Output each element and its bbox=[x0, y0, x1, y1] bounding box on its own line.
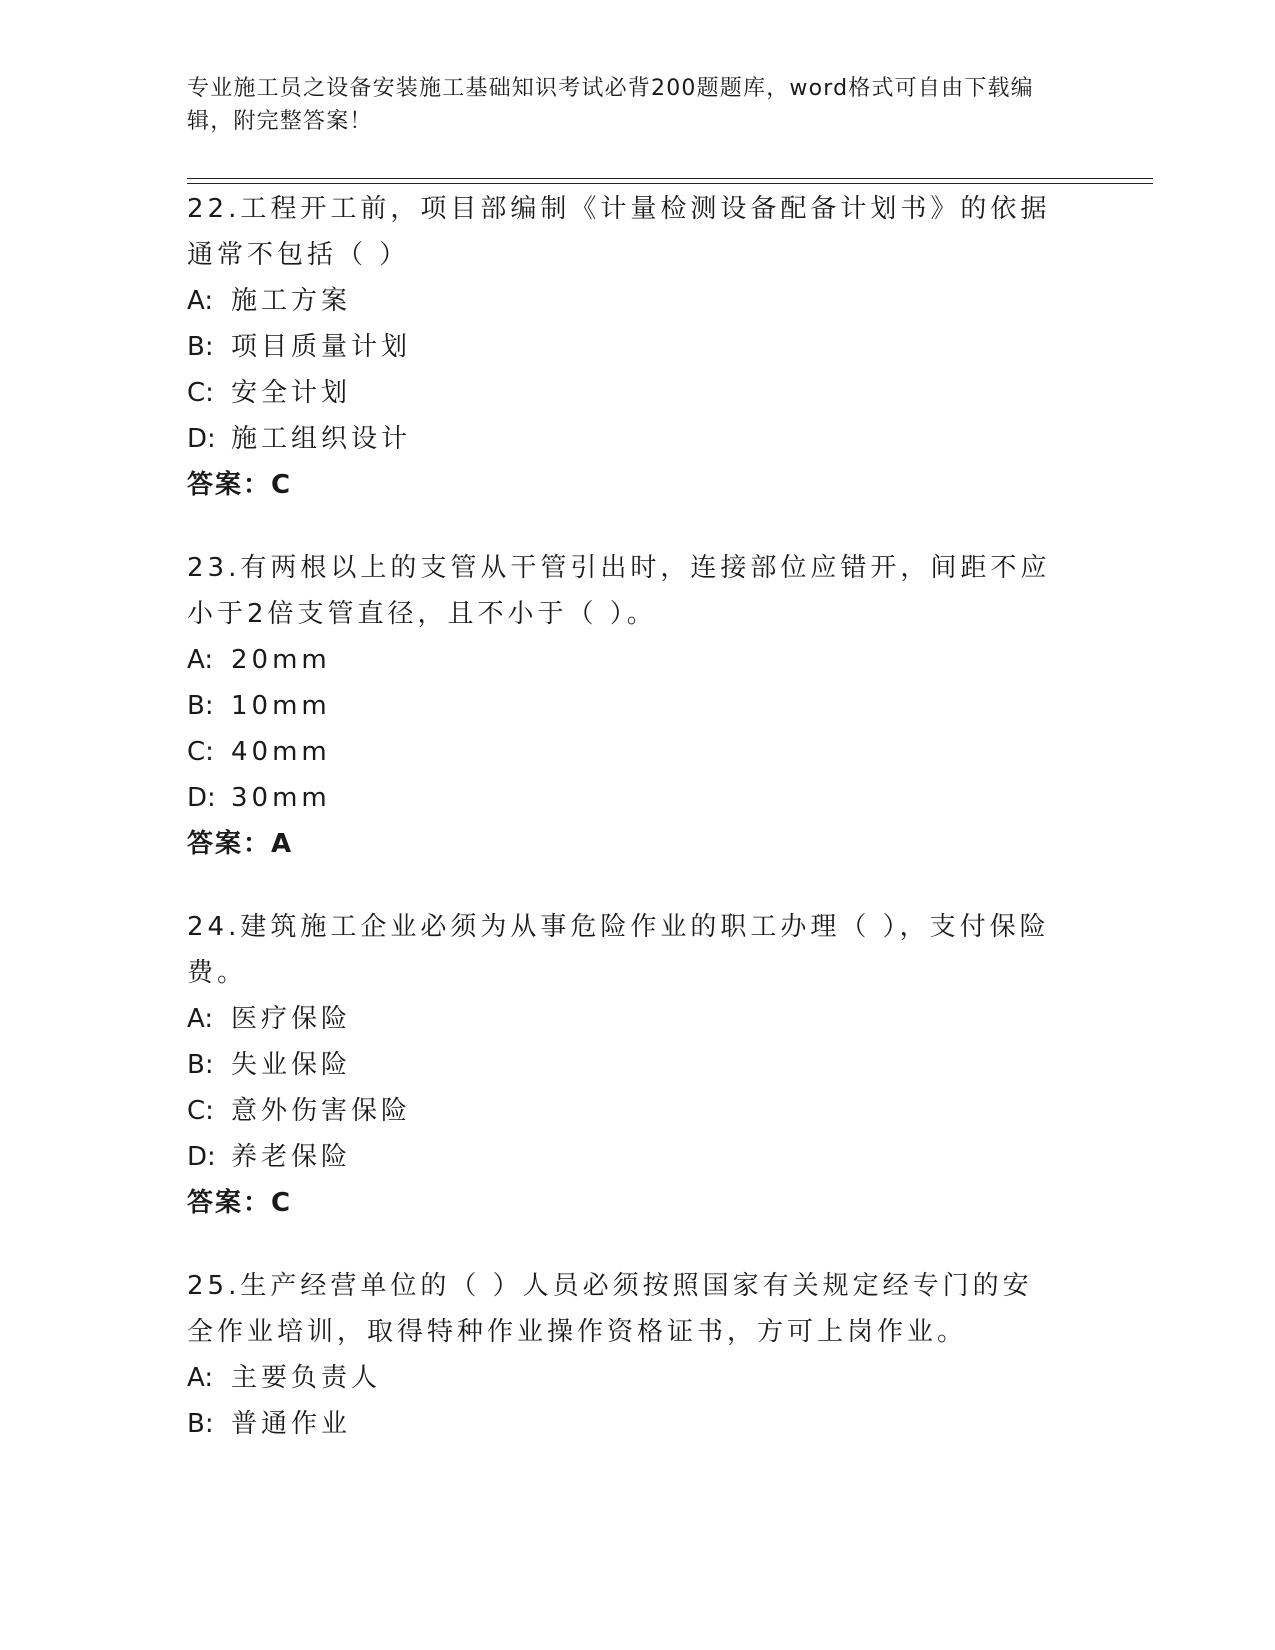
option-c bbox=[187, 1088, 1087, 1134]
option-text: 10mm bbox=[231, 691, 331, 721]
option-key: B: bbox=[187, 691, 214, 721]
question-text: 24.建筑施工企业必须为从事危险作业的职工办理（ ），支付保险费。 bbox=[187, 912, 1050, 988]
option-text: 30mm bbox=[231, 783, 331, 813]
option-key: A: bbox=[187, 645, 214, 675]
option-b bbox=[187, 1401, 1087, 1447]
document-title: 专业施工员之设备安装施工基础知识考试必背200题题库，word格式可自由下载编辑，附完整答案！ bbox=[187, 76, 1034, 134]
option-key: C: bbox=[187, 737, 214, 767]
answer: 答案：A bbox=[187, 829, 294, 859]
option-c bbox=[187, 370, 1087, 416]
question-text: 23.有两根以上的支管从干管引出时，连接部位应错开，间距不应小于2倍支管直径，且不小于（ ）。 bbox=[187, 553, 1051, 629]
option-key: A: bbox=[187, 286, 214, 316]
option-key: A: bbox=[187, 1004, 214, 1034]
option-c bbox=[187, 729, 1087, 775]
option-key: B: bbox=[187, 1409, 214, 1439]
option-text: 主要负责人 bbox=[231, 1363, 382, 1393]
question-24 bbox=[187, 904, 1087, 1226]
answer: 答案：C bbox=[187, 470, 293, 500]
option-a bbox=[187, 996, 1087, 1042]
option-text: 医疗保险 bbox=[231, 1004, 352, 1034]
option-text: 施工方案 bbox=[231, 286, 352, 316]
option-a bbox=[187, 637, 1087, 683]
option-text: 20mm bbox=[231, 645, 331, 675]
option-a bbox=[187, 278, 1087, 324]
header-divider-top bbox=[187, 178, 1153, 179]
option-key: B: bbox=[187, 1050, 214, 1080]
option-d bbox=[187, 416, 1087, 462]
option-text: 安全计划 bbox=[231, 378, 352, 408]
question-text: 22.工程开工前，项目部编制《计量检测设备配备计划书》的依据通常不包括（ ） bbox=[187, 194, 1051, 270]
option-a bbox=[187, 1355, 1087, 1401]
question-text: 25.生产经营单位的（ ）人员必须按照国家有关规定经专门的安全作业培训，取得特种作业操作资格证书，方可上岗作业。 bbox=[187, 1271, 1033, 1347]
option-key: C: bbox=[187, 378, 214, 408]
option-text: 养老保险 bbox=[231, 1142, 352, 1172]
option-d bbox=[187, 775, 1087, 821]
header-divider-bottom bbox=[187, 183, 1153, 184]
option-key: B: bbox=[187, 332, 214, 362]
option-key: C: bbox=[187, 1096, 214, 1126]
option-text: 40mm bbox=[231, 737, 331, 767]
option-key: A: bbox=[187, 1363, 214, 1393]
option-text: 普通作业 bbox=[231, 1409, 352, 1439]
option-key: D: bbox=[187, 783, 216, 813]
option-text: 施工组织设计 bbox=[231, 424, 412, 454]
option-text: 意外伤害保险 bbox=[231, 1096, 412, 1126]
option-text: 项目质量计划 bbox=[231, 332, 412, 362]
option-b bbox=[187, 324, 1087, 370]
option-b bbox=[187, 1042, 1087, 1088]
option-b bbox=[187, 683, 1087, 729]
option-d bbox=[187, 1134, 1087, 1180]
question-23 bbox=[187, 545, 1087, 867]
question-22 bbox=[187, 186, 1087, 508]
option-key: D: bbox=[187, 424, 216, 454]
answer: 答案：C bbox=[187, 1188, 293, 1218]
option-text: 失业保险 bbox=[231, 1050, 352, 1080]
option-key: D: bbox=[187, 1142, 216, 1172]
question-25 bbox=[187, 1263, 1087, 1447]
